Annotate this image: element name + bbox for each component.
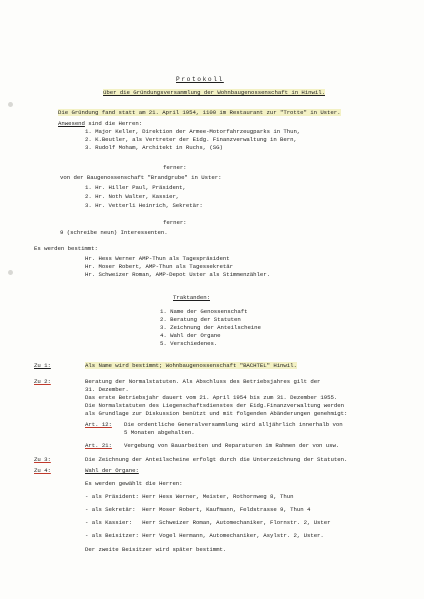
zu2-line: Beratung der Normalstatuten. Als Abschluss des Betriebsjahres gilt der <box>85 378 321 385</box>
zu4-closing: Der zweite Beisitzer wird später bestimmt. <box>85 546 227 553</box>
election-item: - als Beisitzer: Herr Vogel Hermann, Automechaniker, Asylstr. 2, Uster. <box>85 532 324 539</box>
member-item: 1. Hr. Hiller Paul, Präsident, <box>85 184 186 191</box>
zu2-line: Die Normalstatuten des Liegenschaftsdienstes der Eidg.Finanzverwaltung werden <box>85 402 344 409</box>
zu3-label: Zu 3: <box>34 456 51 463</box>
anwesend-lead: sind die Herren: <box>84 120 143 127</box>
zu2-label: Zu 2: <box>34 378 51 385</box>
zu2-line: Das erste Betriebsjahr dauert vom 21. April 1954 bis zum 31. Dezember 1955. <box>85 394 338 401</box>
agenda-item: 1. Name der Genossenschaft <box>160 308 248 315</box>
appointment-item: Hr. Hess Werner AMP-Thun als Tagespräsident <box>85 255 230 262</box>
zu1-text: Als Name wird bestimmt; Wohnbaugenossenschaft "BACHTEL" Hinwil. <box>85 362 297 369</box>
intro-line: Die Gründung fand statt am 21. April 1954, 1100 im Restaurant zur "Trotte" in Uster. <box>58 109 341 116</box>
member-item: 2. Hr. Noth Walter, Kassier, <box>85 193 180 200</box>
art21-label: Art. 21: <box>85 442 112 449</box>
ferner-lead: von der Baugenossenschaft "Brandgrube" in Uster: <box>60 174 222 181</box>
art12-line: 5 Monaten abgehalten. <box>124 429 195 436</box>
ferner-heading: ferner: <box>163 164 187 171</box>
zu4-lead: Es werden gewählt die Herren: <box>85 480 183 487</box>
zu2-line: 31. Dezember. <box>85 386 129 393</box>
appointment-item: Hr. Moser Robert, AMP-Thun als Tagessekretär <box>85 263 233 270</box>
agenda-item: 4. Wahl der Organe <box>160 332 221 339</box>
punch-hole-mark <box>8 270 13 275</box>
traktanden-heading: Traktanden: <box>173 294 210 301</box>
member-item: 3. Hr. Vetterli Heinrich, Sekretär: <box>85 202 203 209</box>
punch-hole-mark <box>8 102 13 107</box>
election-item: - als Sekretär: Herr Moser Robert, Kaufmann, Feldstrasse 9, Thun 4 <box>85 506 311 513</box>
agenda-item: 2. Beratung der Statuten <box>160 316 241 323</box>
agenda-item: 3. Zeichnung der Anteilscheine <box>160 324 261 331</box>
document-subtitle: über die Gründungsversammlung der Wohnbaugenossenschaft in Hinwil. <box>103 89 325 96</box>
document-title: Protokoll <box>176 76 224 83</box>
appointment-item: Hr. Schweizer Roman, AMP-Depot Uster als Stimmenzähler. <box>85 271 270 278</box>
interessenten-line: 9 (schreibe neun) Interessenten. <box>60 229 168 236</box>
anwesend-line <box>58 120 142 127</box>
art21-text: Vergebung von Bauarbeiten und Reparaturen im Rahmen der von usw. <box>124 442 340 449</box>
art12-line: Die ordentliche Generalversammlung wird alljährlich innerhalb von <box>124 421 343 428</box>
ferner-heading: ferner: <box>163 219 187 226</box>
attendee-item: 2. K.Beutler, als Vertreter der Eidg. Finanzverwaltung in Bern, <box>85 136 297 143</box>
zu1-label: Zu 1: <box>34 362 51 369</box>
election-item: - als Kassier: Herr Schweizer Roman, Automechaniker, Flornstr. 2, Uster <box>85 519 331 526</box>
art12-label: Art. 12: <box>85 421 112 428</box>
anwesend-label: Anwesend <box>58 120 85 127</box>
agenda-item: 5. Verschiedenes. <box>160 340 218 347</box>
zu4-label: Zu 4: <box>34 467 51 474</box>
attendee-item: 3. Rudolf Moham, Architekt in Ruchs, (SG) <box>85 144 223 151</box>
bestimmt-lead: Es werden bestimmt: <box>34 245 98 252</box>
zu4-heading: Wahl der Organe: <box>85 467 139 474</box>
attendee-item: 1. Major Keller, Direktion der Armee-Motorfahrzeugparks in Thun, <box>85 128 301 135</box>
zu3-text: Die Zeichnung der Anteilscheine erfolgt durch die Unterzeichnung der Statuten. <box>85 456 348 463</box>
election-item: - als Präsident: Herr Hess Werner, Meister, Rothornweg 8, Thun <box>85 493 294 500</box>
zu2-line: als Grundlage zur Diskussion benützt und mit folgenden Abänderungen genehmigt: <box>85 410 348 417</box>
